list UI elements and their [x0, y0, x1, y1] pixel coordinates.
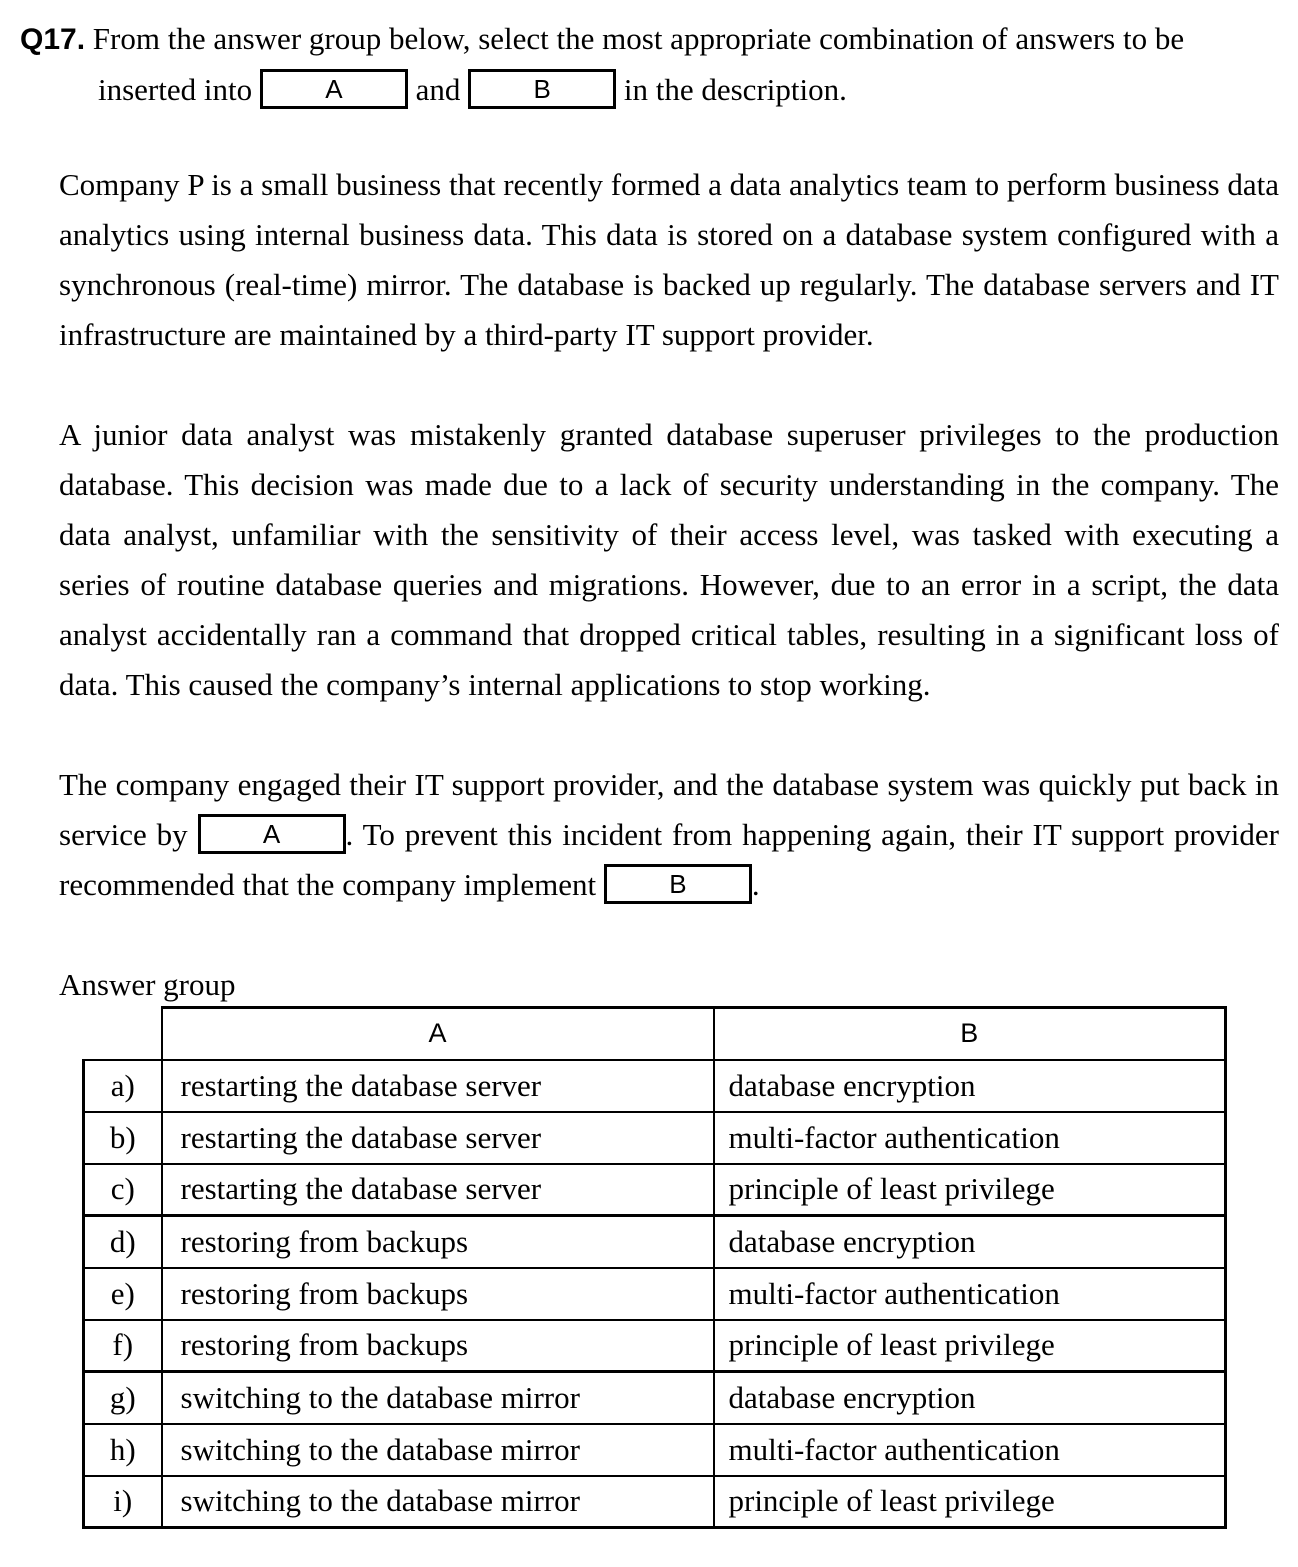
- table-row[interactable]: [84, 1320, 1226, 1372]
- question-prompt: From the answer group below, select the most appropriate combination of answers to be: [92, 21, 1185, 56]
- paragraph-3-text-3: .: [751, 867, 760, 902]
- table-row[interactable]: [84, 1216, 1226, 1268]
- answer-table: [82, 1006, 1227, 1529]
- row-label: d): [84, 1216, 162, 1268]
- cell-b: database encryption: [714, 1060, 1226, 1112]
- cell-a: restoring from backups: [162, 1216, 714, 1268]
- cell-b: principle of least privilege: [714, 1476, 1226, 1528]
- row-label: a): [84, 1060, 162, 1112]
- blank-a-box: A: [260, 69, 408, 109]
- blank-a-inline: A: [198, 814, 346, 854]
- cell-a: switching to the database mirror: [162, 1476, 714, 1528]
- row-label: g): [84, 1372, 162, 1424]
- prompt-text: inserted into: [98, 72, 253, 107]
- cell-b: database encryption: [714, 1216, 1226, 1268]
- prompt-and: and: [415, 72, 461, 107]
- question-line-2: [20, 65, 1280, 115]
- corner-cell: [84, 1008, 162, 1060]
- paragraph-1: Company P is a small business that recently formed a data analytics team to perform business data analytics using internal business data. This data is stored on a database system configured with a synchronous (real-time) mirror. The database is backed up regularly. The database servers and IT infrastructure are maintained by a third-party IT support provider.: [59, 167, 1279, 352]
- cell-b: principle of least privilege: [714, 1164, 1226, 1216]
- question-header: [20, 14, 1280, 115]
- row-label: h): [84, 1424, 162, 1476]
- prompt-text-end: in the description.: [623, 72, 847, 107]
- header-a: A: [162, 1008, 714, 1060]
- row-label: c): [84, 1164, 162, 1216]
- paragraph-3: [59, 760, 1279, 910]
- table-row[interactable]: [84, 1112, 1226, 1164]
- cell-a: restarting the database server: [162, 1164, 714, 1216]
- blank-b-box: B: [468, 69, 616, 109]
- cell-a: restoring from backups: [162, 1320, 714, 1372]
- question-number: Q17.: [20, 23, 86, 56]
- table-row[interactable]: [84, 1424, 1226, 1476]
- cell-b: multi-factor authentication: [714, 1424, 1226, 1476]
- paragraph-3-text-2: . To prevent this incident from happening again, their IT support provider recommended that the company implement: [59, 817, 1279, 902]
- cell-b: database encryption: [714, 1372, 1226, 1424]
- cell-a: switching to the database mirror: [162, 1424, 714, 1476]
- answer-group-label: Answer group: [59, 967, 236, 1002]
- cell-b: multi-factor authentication: [714, 1112, 1226, 1164]
- row-label: f): [84, 1320, 162, 1372]
- paragraph-3-text-1: The company engaged their IT support provider, and the database system was quickly put back in service by: [59, 767, 1279, 852]
- cell-a: switching to the database mirror: [162, 1372, 714, 1424]
- cell-b: principle of least privilege: [714, 1320, 1226, 1372]
- cell-a: restoring from backups: [162, 1268, 714, 1320]
- table-row[interactable]: [84, 1372, 1226, 1424]
- cell-a: restarting the database server: [162, 1112, 714, 1164]
- question-line-1: [20, 14, 1280, 65]
- table-row[interactable]: [84, 1268, 1226, 1320]
- table-row[interactable]: [84, 1060, 1226, 1112]
- row-label: e): [84, 1268, 162, 1320]
- table-row[interactable]: [84, 1476, 1226, 1528]
- cell-b: multi-factor authentication: [714, 1268, 1226, 1320]
- row-label: b): [84, 1112, 162, 1164]
- cell-a: restarting the database server: [162, 1060, 714, 1112]
- header-b: B: [714, 1008, 1226, 1060]
- blank-b-inline: B: [604, 864, 752, 904]
- table-row[interactable]: [84, 1164, 1226, 1216]
- row-label: i): [84, 1476, 162, 1528]
- paragraph-2: A junior data analyst was mistakenly granted database superuser privileges to the production database. This decision was made due to a lack of security understanding in the company. The data analyst, unfamiliar with the sensitivity of their access level, was tasked with executing a series of routine database queries and migrations. However, due to an error in a script, the data analyst accidentally ran a command that dropped critical tables, resulting in a significant loss of data. This caused the company’s internal applications to stop working.: [59, 417, 1279, 702]
